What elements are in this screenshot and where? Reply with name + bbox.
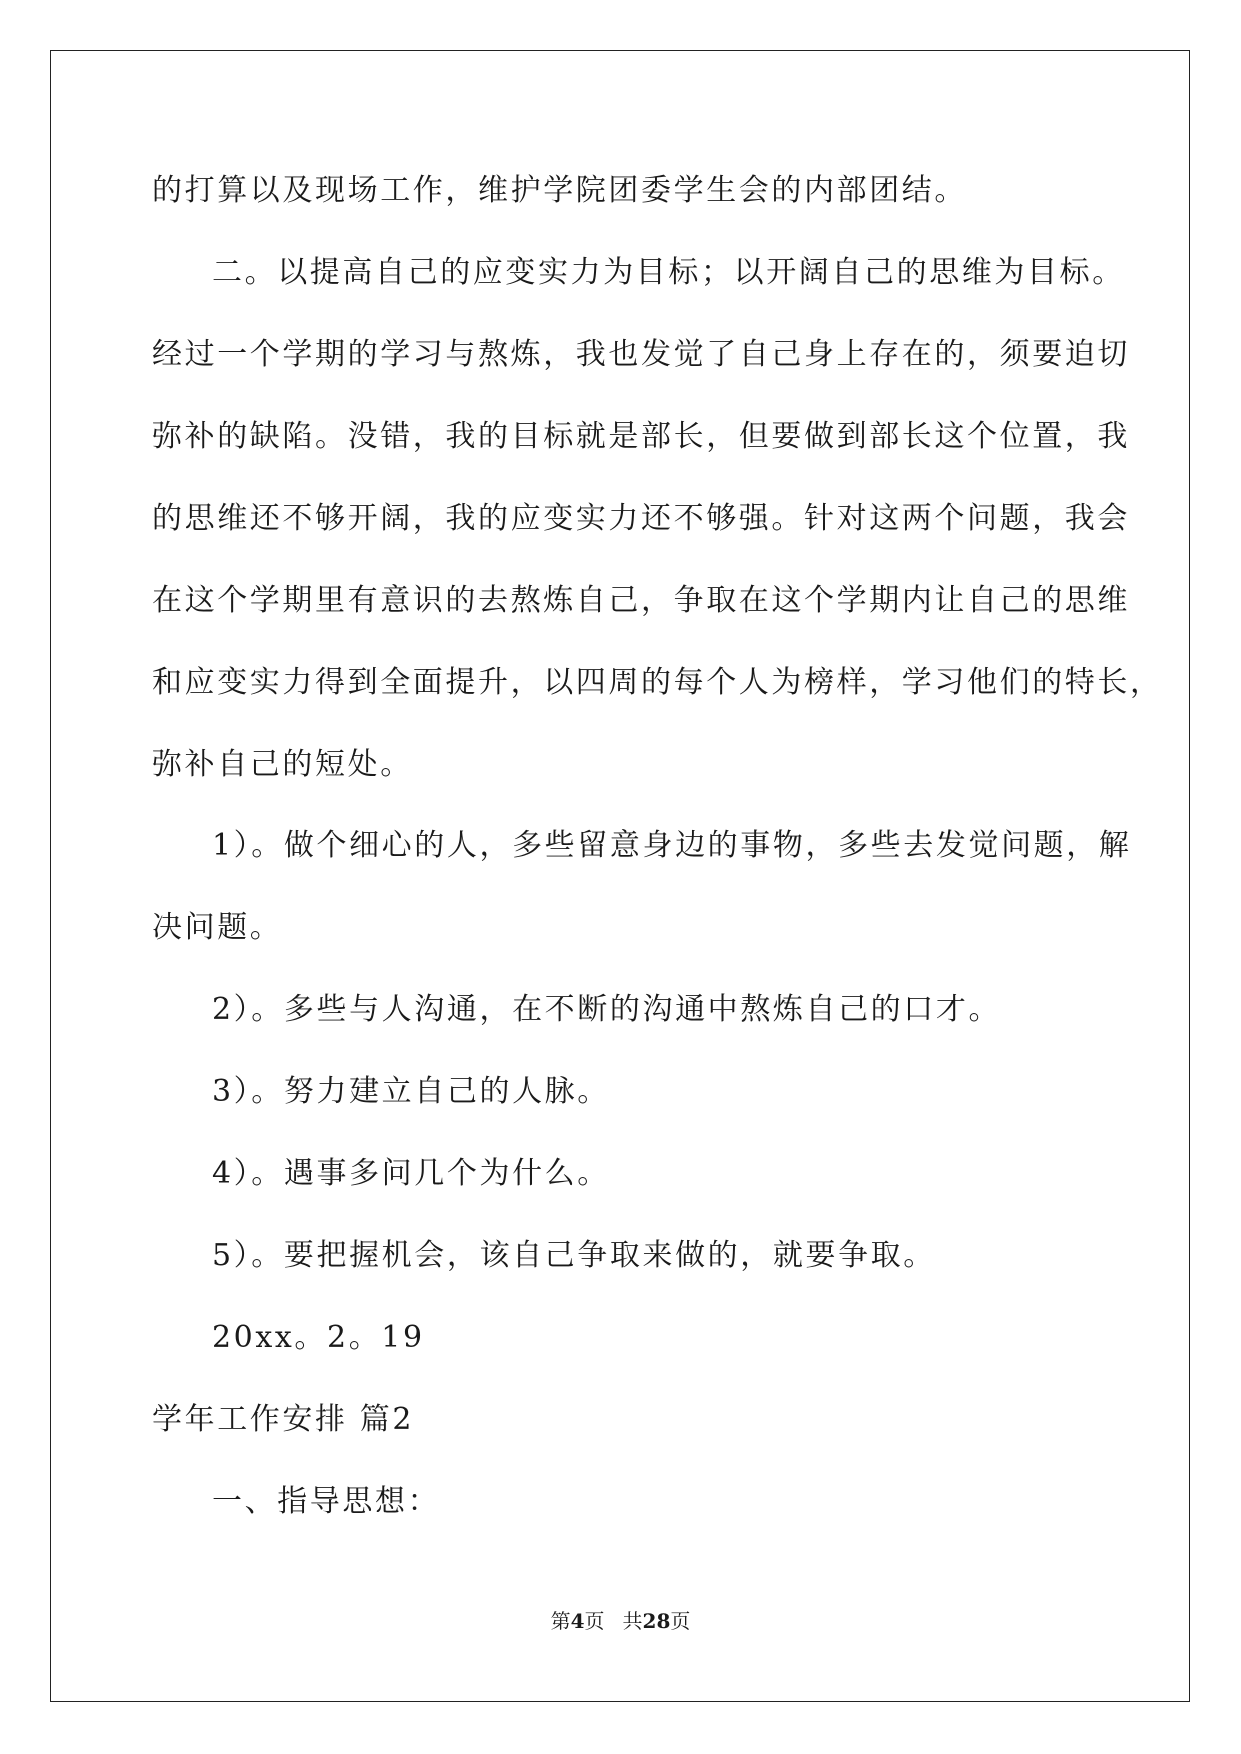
subsection-heading: 一、指导思想： <box>212 1484 441 1519</box>
text-line: 和应变实力得到全面提升，以四周的每个人为榜样，学习他们的特长， <box>152 665 1163 700</box>
text-line: 弥补的缺陷。没错，我的目标就是部长，但要做到部长这个位置，我 <box>152 419 1130 454</box>
page-suffix: 页 <box>584 1609 605 1633</box>
date-line: 20xx。2。19 <box>212 1320 425 1355</box>
total-prefix: 共 <box>622 1609 643 1633</box>
total-pages: 28 <box>642 1609 671 1633</box>
text-line: 二。以提高自己的应变实力为目标；以开阔自己的思维为目标。 <box>212 255 1125 290</box>
text-line: 决问题。 <box>152 910 283 945</box>
text-line: 在这个学期里有意识的去熬炼自己，争取在这个学期内让自己的思维 <box>152 583 1130 618</box>
total-suffix: 页 <box>670 1609 691 1633</box>
text-line: 2）。多些与人沟通，在不断的沟通中熬炼自己的口才。 <box>212 992 1002 1027</box>
page-prefix: 第 <box>550 1609 571 1633</box>
page-number: 4 <box>570 1609 585 1633</box>
text-line: 的思维还不够开阔，我的应变实力还不够强。针对这两个问题，我会 <box>152 501 1130 536</box>
page-footer <box>0 1608 1241 1634</box>
text-line: 3）。努力建立自己的人脉。 <box>212 1074 610 1109</box>
text-line: 5）。要把握机会，该自己争取来做的，就要争取。 <box>212 1238 936 1273</box>
text-line: 经过一个学期的学习与熬炼，我也发觉了自己身上存在的，须要迫切 <box>152 337 1130 372</box>
text-line: 4）。遇事多问几个为什么。 <box>212 1156 610 1191</box>
section-heading: 学年工作安排 篇2 <box>152 1402 415 1437</box>
page-border <box>50 50 1190 1702</box>
text-line: 1）。做个细心的人，多些留意身边的事物，多些去发觉问题，解 <box>212 828 1132 863</box>
text-line: 弥补自己的短处。 <box>152 747 413 782</box>
text-line: 的打算以及现场工作，维护学院团委学生会的内部团结。 <box>152 173 967 208</box>
